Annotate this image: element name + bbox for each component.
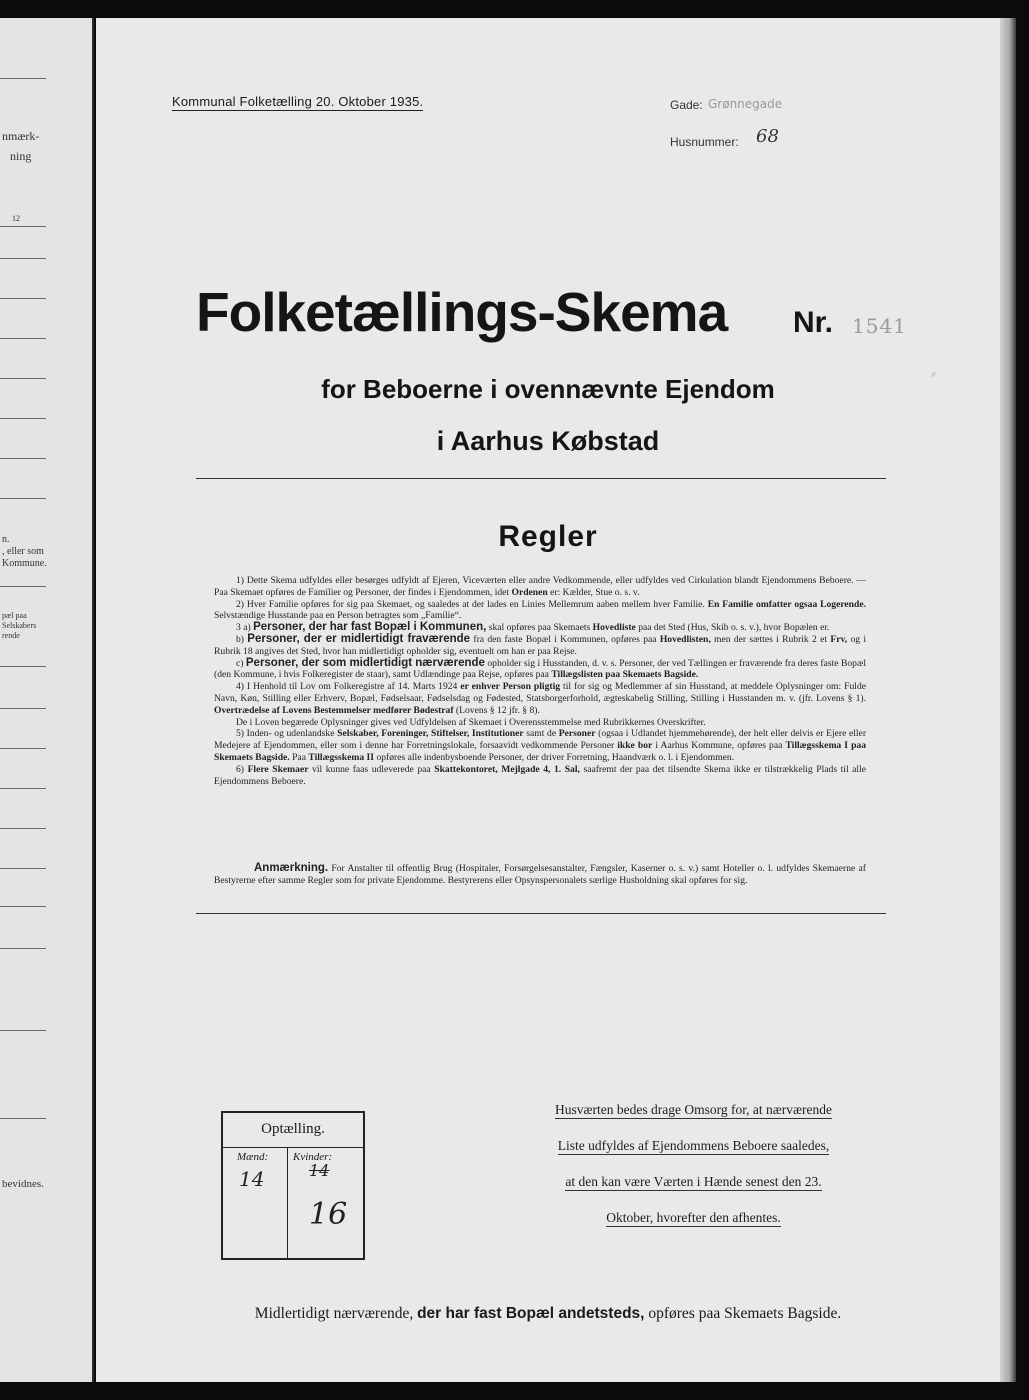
street-label: Gade: [670,98,703,112]
census-header-title: Kommunal Folketælling 20. Oktober 1935. [172,94,424,109]
left-page-fragment: n. [2,534,10,545]
left-page-fragment: pæl paa [2,611,27,620]
remark-section [214,863,866,887]
left-page-rule [0,226,46,227]
left-page-rule [0,666,46,667]
form-subtitle-2: i Aarhus Købstad [436,426,660,456]
form-subtitle-1: for Beboerne i ovennævnte Ejendom [321,374,775,404]
count-box-divider [223,1147,363,1148]
left-page-rule [0,906,46,907]
rule-3b: b) Personer, der er midlertidigt fraværende fra den faste Bopæl i Kommunen, opføres paa Hovedlisten, men der sættes i Rubrik 2 et Frv, og i Rubrik 18 angives det Sted, hvor han midlertidigt opholder sig, eventuelt om han er paa Rejse. [214,632,866,657]
men-label: Mænd: [237,1151,269,1163]
count-box-separator [287,1147,288,1258]
women-label: Kvinder: [293,1151,333,1163]
left-page-fragment: , eller som [2,546,44,557]
left-page-rule [0,586,46,587]
rule-5: 5) Inden- og udenlandske Selskaber, Foreninger, Stiftelser, Institutioner samt de Personer (ogsaa i Udlandet hjemmehørende), der helt eller delvis er Ejere eller Medejere af Ejendommen, eller som i denne har Forretningslokale, forsaavidt vedkommende Personer ikke bor i Aarhus Kommune, opføres paa Tillægsskema I paa Skemaets Bagside. Paa Tillægsskema II opføres alle indenbysboende Personer, der driver Forretning, Haandværk o. l. i Ejendommen. [214,728,867,763]
rule-4: 4) I Henhold til Lov om Folkeregistre af 14. Marts 1924 er enhver Person pligtig til for sig og Medlemmer af sin Husstand, at meddele Oplysninger om: Fulde Navn, Køn, Stilling eller Erhverv, Bopæl, Fødselsaar, Fødselsdag og Fødested, Statsborgerforhold, ægteskabelig Stilling, Stilling i Husstanden m. v. (jfr. Lovens § 1). Overtrædelse af Lovens Bestemmelser medfører Bødestraf (Lovens § 12 jfr. § 8). [214,681,866,716]
left-page-rule [0,788,46,789]
left-page-rule [0,1030,46,1031]
notice-line-1: Husværten bedes drage Omsorg for, at nærværende [554,1102,833,1117]
left-page-heading-1: nmærk- [2,129,40,143]
left-page-rule [0,378,46,379]
rule-1: 1) Dette Skema udfyldes eller besørges udfyldt af Ejeren, Viceværten eller andre Vedkommende, eller udfyldes ved Cirkulation blandt Ejendommens Beboere. — Paa Skemaet opføres de Familier og Personer, der findes i Ejendommen, idet Ordenen er: Kælder, Stue o. s. v. [214,575,866,598]
left-page-rule [0,868,46,869]
rule-2: 2) Hver Familie opføres for sig paa Skemaet, og saaledes at der lades en Linies Mellemrum aaben mellem hver Familie. En Familie omfatter ogsaa Logerende. Selvstændige Husstande paa en Person betragtes som „Familie“. [214,598,867,622]
left-page-rule [0,78,46,79]
divider-bottom [196,913,886,914]
left-page-rule [0,748,46,749]
left-page-rule [0,298,46,299]
left-page-rule [0,338,46,339]
left-page-rule [0,708,46,709]
rules-text [214,575,866,787]
form-number-value: 1541 [852,314,907,338]
census-form-page [96,18,1000,1382]
rule-3c: c) Personer, der som midlertidigt nærværende opholder sig i Husstanden, d. v. s. Personer, der ved Tællingen er fraværende fra deres faste Bopæl (den Kommune, i hvis Folkeregister de staar), samt Udlændinge paa Rejse, opføres paa Tillægslisten paa Skemaets Bagside. [214,656,867,681]
left-page-rule [0,828,46,829]
left-page-rule [0,1118,46,1119]
left-page-fragment: bevidnes. [2,1178,44,1190]
left-page-fragment: Selskabers [2,621,37,630]
street-value: Grønnegade [708,97,783,111]
count-box [221,1111,365,1260]
notice-line-3: at den kan være Værten i Hænde senest den 23. [565,1174,822,1189]
men-count: 14 [239,1167,265,1191]
rule-3a: 3 a) Personer, der har fast Bopæl i Kommunen, skal opføres paa Skemaets Hovedliste paa det Sted (Hus, Skib o. s. v.), hvor Bopælen er. [236,621,830,634]
left-facing-page [0,18,94,1382]
women-count-struck: 14 [309,1161,330,1180]
count-box-title: Optælling. [261,1121,325,1137]
remark-text: Anmærkning. For Anstalter til offentlig Brug (Hospitaler, Forsørgelsesanstalter, Fængsler, Kaserner o. s. v.) samt Hoteller o. l. udfyldes Skemaerne af Bestyrerne efter samme Regler som for private Ejendomme. Bestyrerens eller Opsynspersonalets særlige Husholdning skal opføres for sig. [214,862,866,886]
notice-line-2: Liste udfyldes af Ejendommens Beboere saaledes, [557,1138,830,1153]
left-page-rule [0,258,46,259]
left-page-heading-2: ning [10,149,32,163]
left-page-fragment: Kommune. [2,558,47,569]
form-title: Folketællings-Skema [196,281,728,343]
house-number-value: 68 [756,126,779,147]
left-page-col-number: 12 [12,214,20,223]
rules-heading: Regler [498,520,598,553]
left-page-rule [0,458,46,459]
women-count: 16 [309,1197,348,1232]
left-page-rule [0,498,46,499]
left-page-rule [0,418,46,419]
divider-top [196,478,886,479]
footer-note: Midlertidigt nærværende, der har fast Bopæl andetsteds, opføres paa Skemaets Bagside. [254,1305,842,1322]
rule-4-cont: De i Loven begærede Oplysninger gives ved Udfyldelsen af Skemaet i Overensstemmelse med Rubrikkernes Overskrifter. [236,716,706,728]
left-page-rule [0,948,46,949]
notice-line-4: Oktober, hvorefter den afhentes. [606,1210,781,1225]
house-number-label: Husnummer: [670,135,739,149]
page-edge-shadow [1000,18,1016,1382]
left-page-fragment: rende [2,631,20,640]
rule-6: 6) Flere Skemaer vil kunne faas udleverede paa Skattekontoret, Mejlgade 4, 1. Sal, saafremt der paa det tilsendte Skema ikke er tilstrækkelig Plads til alle Ejendommens Beboere. [214,763,867,787]
form-number-label: Nr. [793,306,834,339]
